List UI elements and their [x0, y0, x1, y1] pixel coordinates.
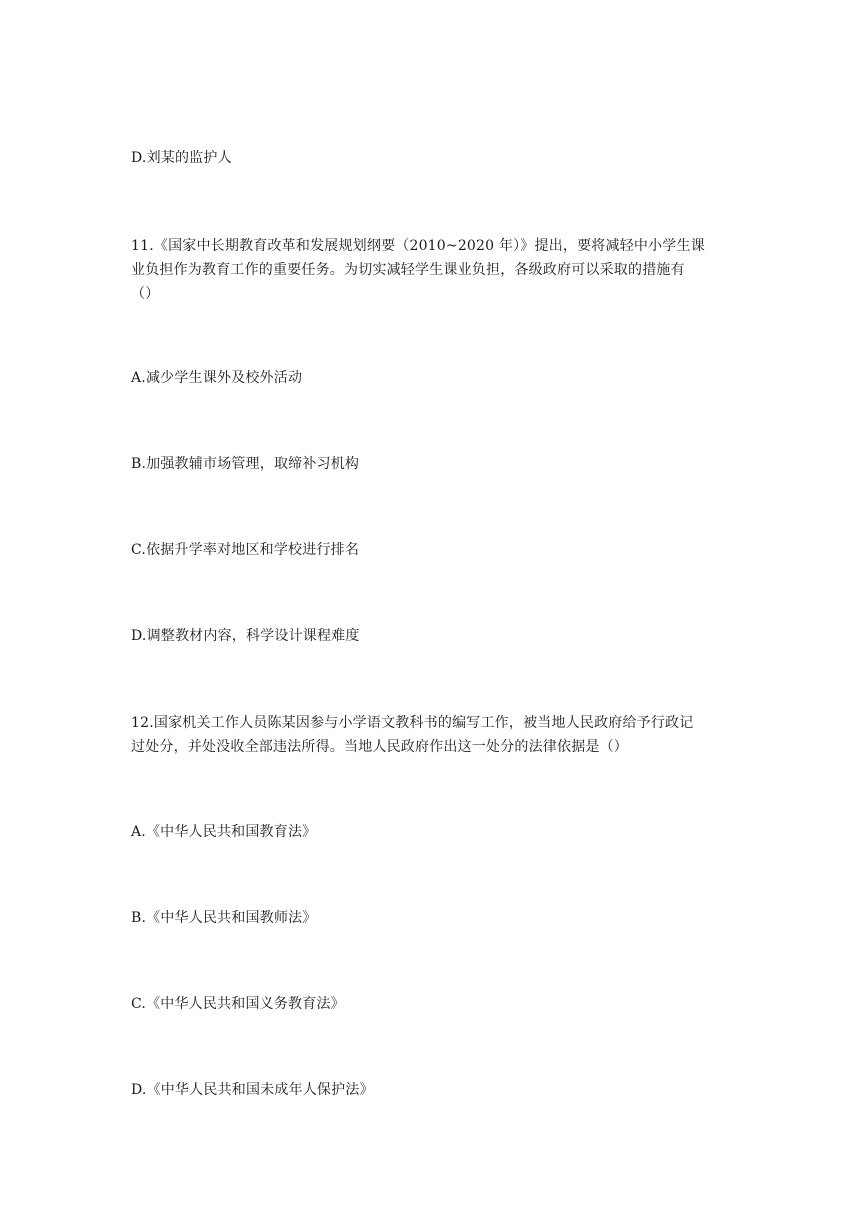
question-11-option-d: D.调整教材内容，科学设计课程难度	[131, 628, 360, 644]
question-12-option-b: B.《中华人民共和国教师法》	[131, 910, 317, 926]
question-11-stem-line: 11.《国家中长期教育改革和发展规划纲要（2010~2020 年）》提出，要将减轻中小学生课	[131, 238, 705, 254]
question-11-stem	[131, 234, 741, 306]
question-12-option-a: A.《中华人民共和国教育法》	[131, 824, 317, 840]
question-11-option-c: C.依据升学率对地区和学校进行排名	[131, 542, 360, 558]
question-11-stem-line: 业负担作为教育工作的重要任务。为切实减轻学生课业负担，各级政府可以采取的措施有	[131, 262, 685, 278]
question-11-option-a: A.减少学生课外及校外活动	[131, 370, 303, 386]
question-11-option-b: B.加强教辅市场管理，取缔补习机构	[131, 456, 360, 472]
question-11-stem-line: （）	[131, 286, 160, 302]
question-12-option-c: C.《中华人民共和国义务教育法》	[131, 996, 345, 1012]
question-12-stem-line: 过处分，并处没收全部违法所得。当地人民政府作出这一处分的法律依据是（）	[131, 739, 628, 755]
question-12-stem-line: 12.国家机关工作人员陈某因参与小学语文教科书的编写工作，被当地人民政府给予行政记	[131, 715, 694, 731]
prev-question-option-d: D.刘某的监护人	[131, 150, 232, 166]
question-12-option-d: D.《中华人民共和国未成年人保护法》	[131, 1082, 374, 1098]
question-12-stem	[131, 711, 741, 759]
